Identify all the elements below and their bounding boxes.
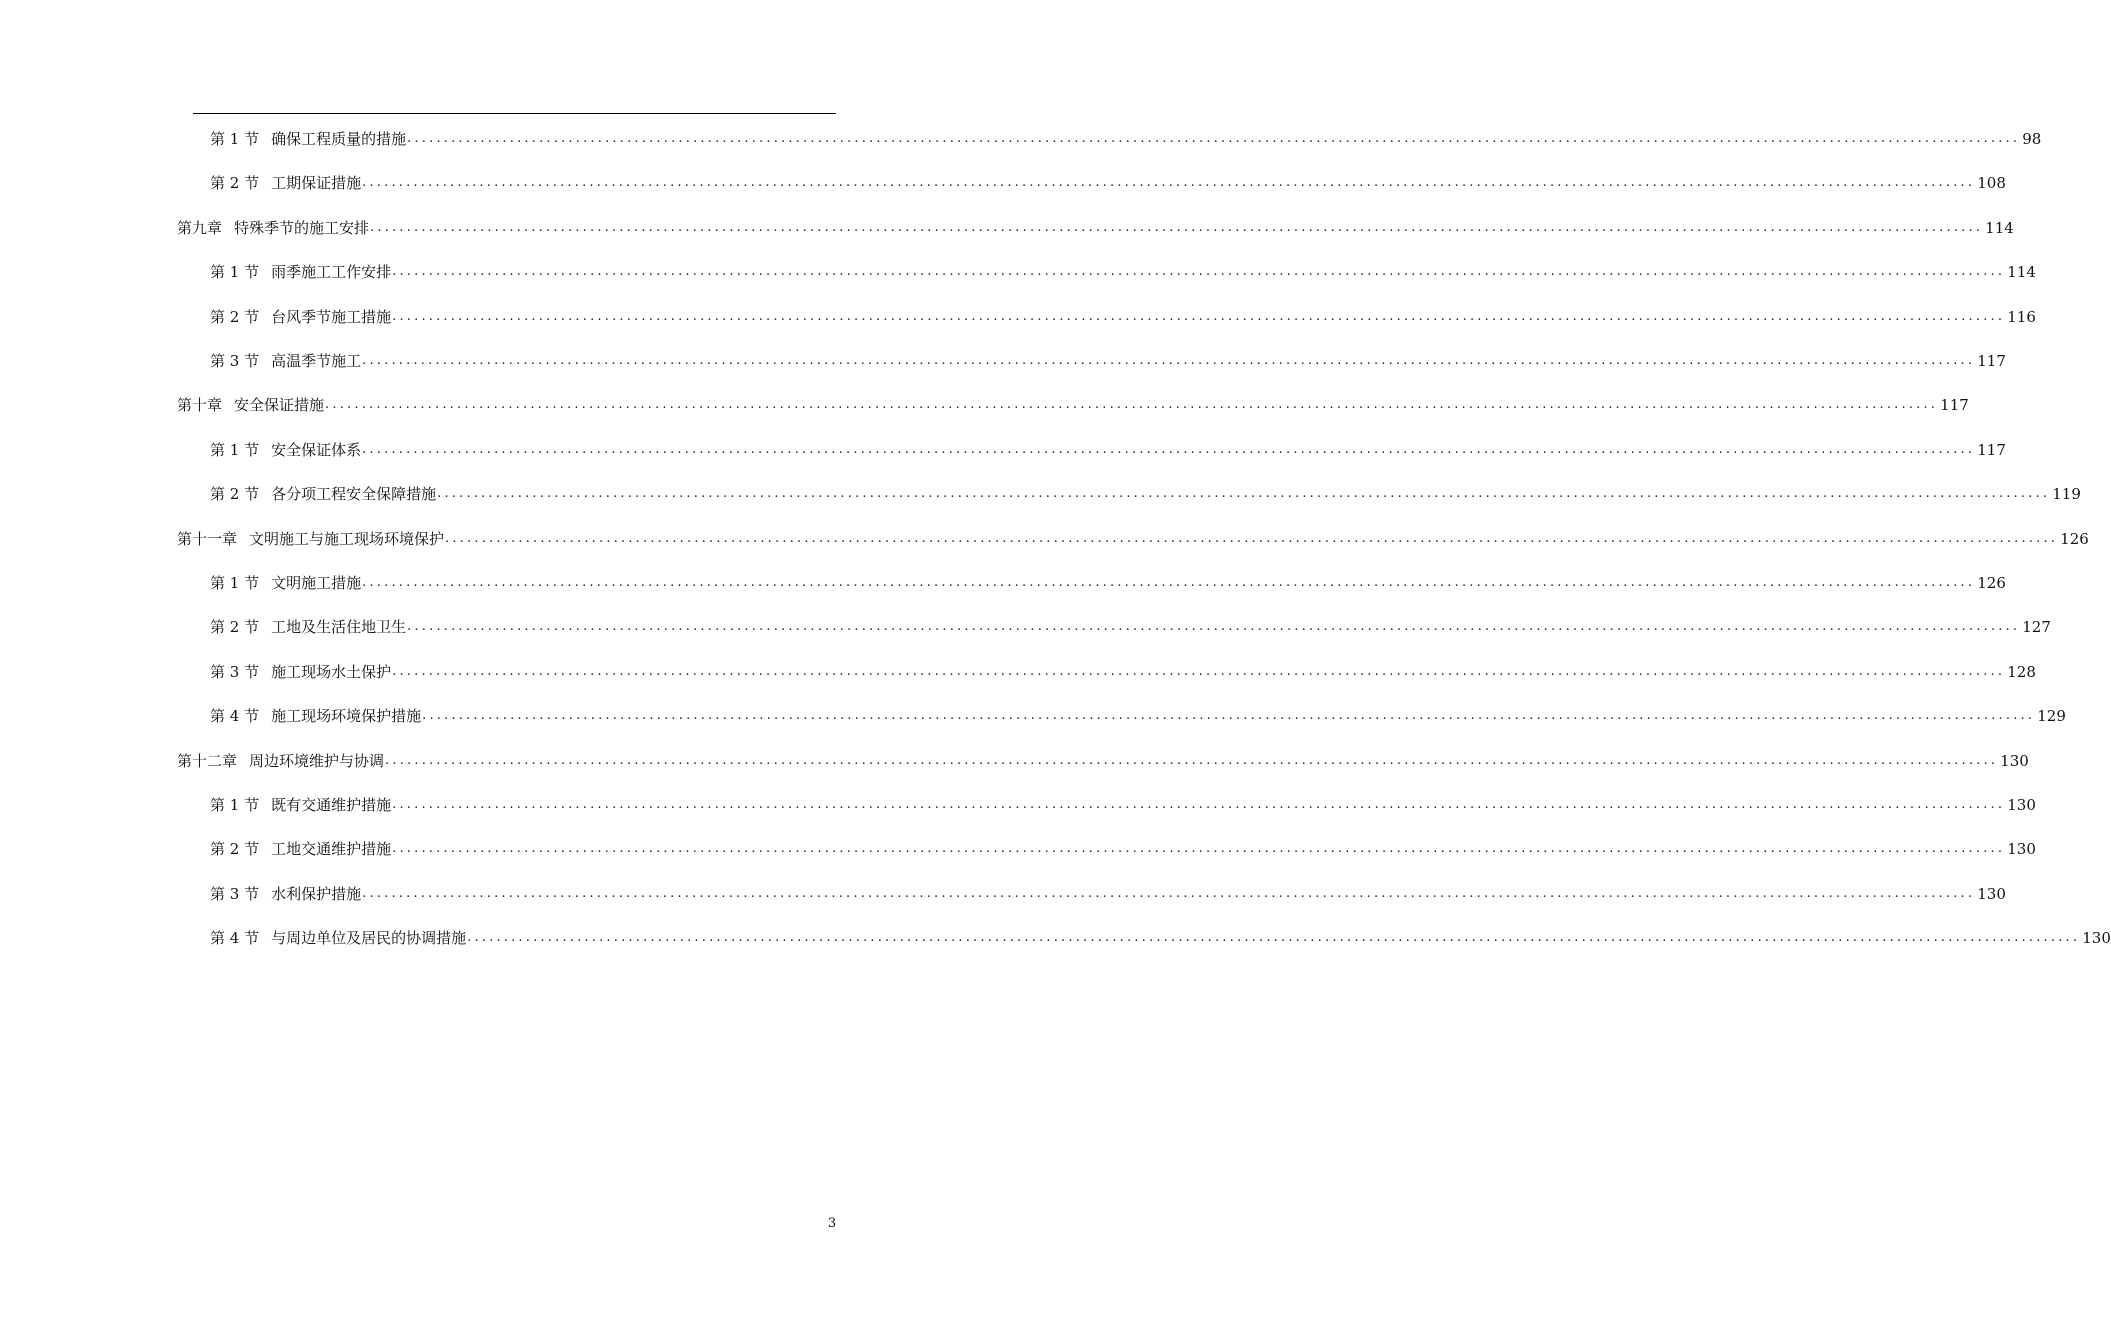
toc-entry-page: 117 (1940, 396, 1969, 415)
toc-entry-number: 第九章 (177, 218, 223, 237)
toc-entry-number: 第十二章 (177, 751, 238, 770)
toc-section-entry[interactable] (210, 257, 2036, 282)
toc-section-entry[interactable] (210, 923, 2111, 948)
toc-section-entry[interactable] (210, 657, 2036, 681)
toc-section-entry[interactable] (210, 168, 2006, 193)
toc-entry-number: 第 1 节 (210, 574, 260, 592)
toc-entry-title: 文明施工措施 (271, 574, 362, 592)
toc-entry-page: 126 (1977, 574, 2006, 592)
toc-section-entry[interactable] (210, 790, 2036, 814)
toc-section-entry[interactable] (210, 302, 2036, 326)
dot-leader: ............................................................................................................................................................................................................................ (445, 530, 2059, 546)
toc-entry-number: 第十章 (177, 396, 223, 415)
toc-entry-page: 130 (2007, 840, 2036, 859)
dot-leader: ............................................................................................................................................................................................................................ (370, 219, 1984, 235)
toc-entry-page: 130 (2007, 796, 2036, 814)
toc-entry-title: 特殊季节的施工安排 (234, 218, 370, 237)
dot-leader: ............................................................................................................................................................................................................................ (385, 752, 1999, 768)
page-number: 3 (827, 1216, 837, 1231)
dot-leader: ............................................................................................................................................................................................................................ (392, 663, 2006, 679)
toc-entry-page: 108 (1977, 174, 2006, 193)
toc-entry-number: 第 2 节 (210, 618, 260, 637)
toc-entry-page: 126 (2060, 529, 2089, 548)
dot-leader: ............................................................................................................................................................................................................................ (362, 575, 1976, 590)
header-rule (193, 113, 836, 114)
dot-leader: ............................................................................................................................................................................................................................ (362, 441, 1976, 457)
dot-leader: ............................................................................................................................................................................................................................ (392, 797, 2006, 812)
dot-leader: ............................................................................................................................................................................................................................ (362, 175, 1976, 191)
toc-chapter-entry[interactable] (177, 390, 1969, 415)
toc-entry-title: 安全保证体系 (271, 440, 362, 459)
toc-entry-title: 与周边单位及居民的协调措施 (271, 929, 467, 948)
toc-entry-title: 既有交通维护措施 (271, 796, 392, 814)
toc-entry-title: 施工现场环境保护措施 (271, 707, 422, 726)
toc-entry-page: 127 (2022, 618, 2051, 637)
dot-leader: ............................................................................................................................................................................................................................ (325, 397, 1939, 413)
toc-entry-title: 周边环境维护与协调 (249, 751, 385, 770)
toc-entry-number: 第 3 节 (210, 884, 260, 903)
toc-chapter-entry[interactable] (177, 746, 2029, 770)
toc-entry-title: 文明施工与施工现场环境保护 (249, 529, 445, 548)
dot-leader: ............................................................................................................................................................................................................................ (437, 486, 2051, 502)
toc-entry-page: 116 (2007, 307, 2036, 326)
toc-entry-number: 第 3 节 (210, 352, 260, 370)
toc-entry-title: 雨季施工工作安排 (271, 263, 392, 282)
toc-entry-page: 117 (1977, 440, 2006, 459)
toc-entry-title: 工地交通维护措施 (271, 840, 392, 859)
toc-entry-page: 119 (2052, 485, 2081, 504)
toc-entry-page: 117 (1977, 352, 2006, 370)
toc-entry-number: 第 2 节 (210, 307, 260, 326)
toc-entry-number: 第 1 节 (210, 263, 260, 282)
toc-entry-title: 水利保护措施 (271, 884, 362, 903)
toc-section-entry[interactable] (210, 834, 2036, 859)
toc-entry-page: 98 (2022, 130, 2042, 148)
toc-entry-page: 129 (2037, 707, 2066, 726)
toc-entry-page: 130 (1977, 884, 2006, 903)
toc-section-entry[interactable] (210, 435, 2006, 459)
toc-entry-number: 第 1 节 (210, 130, 260, 148)
toc-section-entry[interactable] (210, 612, 2051, 637)
dot-leader: ............................................................................................................................................................................................................................ (407, 131, 2021, 146)
toc-entry-title: 工地及生活住地卫生 (271, 618, 407, 637)
toc-entry-title: 工期保证措施 (271, 174, 362, 193)
toc-section-entry[interactable] (210, 346, 2006, 370)
toc-entry-number: 第 4 节 (210, 707, 260, 726)
toc-section-entry[interactable] (210, 568, 2006, 592)
toc-section-entry[interactable] (210, 879, 2006, 903)
toc-entry-number: 第 1 节 (210, 796, 260, 814)
toc-entry-page: 130 (2000, 751, 2029, 770)
toc-entry-number: 第 2 节 (210, 485, 260, 504)
dot-leader: ............................................................................................................................................................................................................................ (392, 264, 2006, 280)
toc-entry-number: 第 2 节 (210, 174, 260, 193)
toc-entry-page: 114 (2007, 263, 2036, 282)
toc-section-entry[interactable] (210, 701, 2066, 726)
toc-section-entry[interactable] (210, 124, 2042, 148)
toc-entry-title: 高温季节施工 (271, 352, 362, 370)
toc-entry-number: 第 1 节 (210, 440, 260, 459)
toc-entry-page: 128 (2007, 662, 2036, 681)
toc-entry-title: 施工现场水土保护 (271, 662, 392, 681)
dot-leader: ............................................................................................................................................................................................................................ (467, 930, 2081, 946)
dot-leader: ............................................................................................................................................................................................................................ (392, 841, 2006, 857)
toc-entry-number: 第 3 节 (210, 662, 260, 681)
toc-entry-title: 各分项工程安全保障措施 (271, 485, 437, 504)
toc-chapter-entry[interactable] (177, 524, 2089, 548)
dot-leader: ............................................................................................................................................................................................................................ (407, 619, 2021, 635)
toc-entry-page: 130 (2082, 929, 2111, 948)
toc-chapter-entry[interactable] (177, 213, 2014, 237)
toc-entry-page: 114 (1985, 218, 2014, 237)
toc-entry-title: 台风季节施工措施 (271, 307, 392, 326)
toc-entry-number: 第十一章 (177, 529, 238, 548)
toc-entry-title: 确保工程质量的措施 (271, 130, 407, 148)
toc-section-entry[interactable] (210, 479, 2081, 504)
dot-leader: ............................................................................................................................................................................................................................ (362, 885, 1976, 901)
dot-leader: ............................................................................................................................................................................................................................ (362, 353, 1976, 368)
toc-entry-number: 第 2 节 (210, 840, 260, 859)
toc-entry-number: 第 4 节 (210, 929, 260, 948)
toc-entry-title: 安全保证措施 (234, 396, 325, 415)
dot-leader: ............................................................................................................................................................................................................................ (392, 308, 2006, 324)
dot-leader: ............................................................................................................................................................................................................................ (422, 708, 2036, 724)
